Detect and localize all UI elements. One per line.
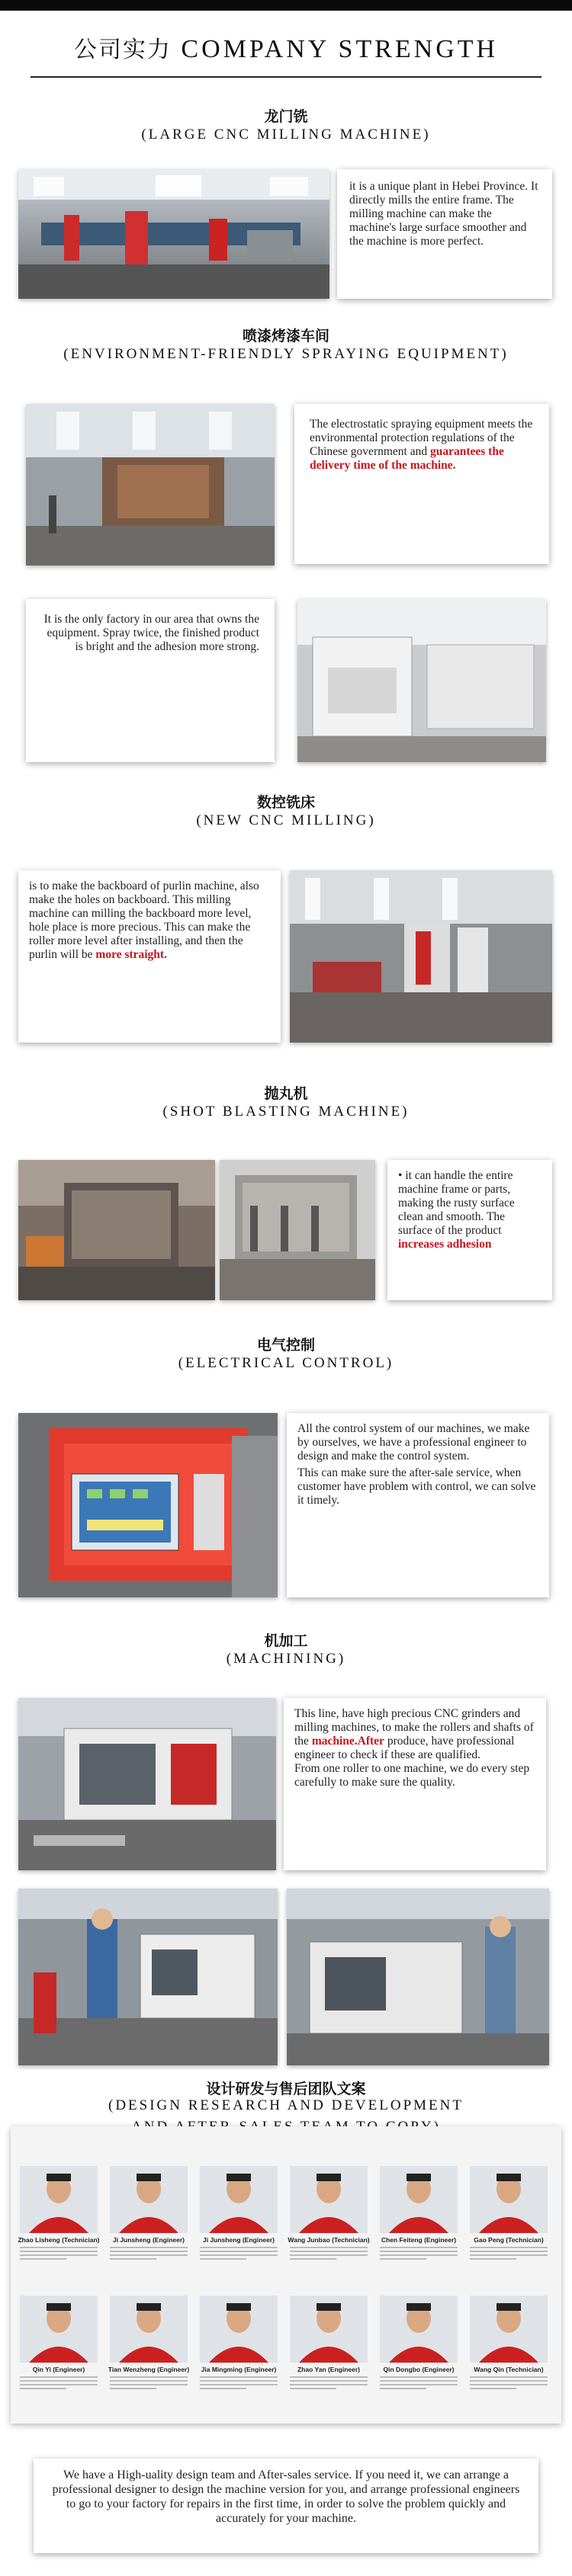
avatar (470, 2296, 548, 2363)
electrical-title-cn: 电气控制 (256, 1337, 315, 1354)
avatar (470, 2166, 548, 2233)
shot-bullet: • (398, 1169, 403, 1182)
team-member (197, 2296, 281, 2417)
member-name: Zhao Lisheng (Technician) (18, 2236, 100, 2244)
page-title-en: COMPANY STRENGTH (181, 35, 499, 63)
team-member (17, 2296, 101, 2417)
cnc-text-highlight: more straight. (95, 948, 167, 961)
machining-text-highlight: machine.After (311, 1735, 384, 1748)
cnc-photo (290, 870, 552, 1043)
team-panel (11, 2126, 561, 2424)
member-name: Jia Mingming (Engineer) (201, 2366, 277, 2373)
portrait-image (470, 2296, 548, 2363)
spraying-text-1: The electrostatic spraying equipment meets the environmental protection regulations of the Chinese government and (310, 418, 533, 458)
header-rule (31, 76, 541, 78)
member-name: Ji Junsheng (Engineer) (203, 2236, 275, 2244)
milling-title-cn: 龙门铣 (264, 108, 308, 125)
page-title (0, 30, 572, 64)
cnc-grinder-image (18, 1698, 276, 1870)
machining-photo-1 (18, 1698, 276, 1870)
team-title-cn: 设计研发与售后团队文案 (206, 2081, 366, 2097)
member-description (110, 2247, 188, 2264)
cnc-title-cn: 数控铣床 (256, 794, 315, 811)
team-title-en-1: (DESIGN RESEARCH AND DEVELOPMENT (108, 2097, 464, 2113)
shot-title-en: (SHOT BLASTING MACHINE) (162, 1104, 410, 1120)
cnc-text: is to make the backboard of purlin machine, also make the holes on backboard. This milling machine can milling the backboard more level, hole place is more precious. This can make the roller more level after installing, and then the purlin will be (29, 879, 259, 961)
avatar (110, 2296, 188, 2363)
machining-worker-image-2 (287, 1889, 549, 2065)
portrait-image (380, 2166, 458, 2233)
machining-text-1: This line, have high precious CNC grinders and milling machines, to make the rollers and shafts of the (294, 1707, 534, 1748)
member-description (290, 2247, 368, 2264)
header-bar (0, 0, 572, 11)
member-name: Wang Qin (Technician) (474, 2366, 544, 2373)
team-member (17, 2166, 101, 2288)
machining-title-en: (MACHINING) (226, 1651, 346, 1667)
shot-text-highlight: increases adhesion (398, 1238, 492, 1251)
avatar (200, 2166, 278, 2233)
avatar (200, 2296, 278, 2363)
member-description (470, 2376, 548, 2393)
machining-text-2: produce, have professional engineer to check if these are qualified. (294, 1735, 515, 1761)
member-name: Zhao Yan (Engineer) (297, 2366, 361, 2373)
member-description (110, 2376, 188, 2393)
member-description (380, 2247, 458, 2264)
portrait-image (20, 2166, 98, 2233)
avatar (290, 2296, 368, 2363)
portrait-image (200, 2296, 278, 2363)
electrical-text-2: This can make sure the after-sale service, when customer have problem with control, we can solve it timely. (297, 1466, 536, 1507)
machining-title-cn: 机加工 (264, 1632, 308, 1649)
team-member (287, 2296, 371, 2417)
member-description (290, 2376, 368, 2393)
team-member (107, 2296, 191, 2417)
milling-title-en: (LARGE CNC MILLING MACHINE) (141, 127, 431, 143)
portrait-image (20, 2296, 98, 2363)
machining-photo-2 (18, 1889, 278, 2065)
electrical-photo (18, 1413, 278, 1597)
member-description (20, 2376, 98, 2393)
spraying-text-2: It is the only factory in our area that owns the equipment. Spray twice, the finished product is bright and the adhesion more strong. (43, 613, 259, 653)
member-name: Chen Feiteng (Engineer) (381, 2236, 457, 2244)
cnc-milling-image (290, 870, 552, 1043)
member-name: Tian Wenzheng (Engineer) (108, 2366, 190, 2373)
team-member (467, 2296, 551, 2417)
portrait-image (110, 2166, 188, 2233)
after-sales-text-card (34, 2459, 538, 2553)
shot-text-card (387, 1160, 552, 1300)
avatar (380, 2166, 458, 2233)
portrait-image (110, 2296, 188, 2363)
after-sales-text: We have a High-uality design team and After-sales service. If you need it, we can arrange a professional designer to design the machine version for you, and arrange professional engineers to go to your factory for repairs in the first time, in order to solve the problem quickly and accurately for your machine. (52, 2469, 520, 2525)
electrical-control-image (18, 1413, 278, 1597)
electrical-title-en: (ELECTRICAL CONTROL) (178, 1355, 394, 1371)
cnc-text-card (18, 870, 281, 1043)
shot-blasting-image-1 (18, 1160, 215, 1300)
page-title-cn: 公司实力 (73, 37, 172, 63)
member-name: Ji Junsheng (Engineer) (113, 2236, 185, 2244)
member-name: Qin Dongbo (Engineer) (383, 2366, 455, 2373)
team-member (377, 2296, 461, 2417)
machining-worker-image-1 (18, 1889, 278, 2065)
team-member (287, 2166, 371, 2288)
spraying-title-cn: 喷漆烤漆车间 (242, 328, 329, 344)
avatar (110, 2166, 188, 2233)
electrical-text-1: All the control system of our machines, we make by ourselves, we have a professional engineer to design and make the control system. (297, 1422, 530, 1463)
shot-photo-2 (220, 1160, 375, 1300)
portrait-image (290, 2166, 368, 2233)
member-name: Qin Yi (Engineer) (32, 2366, 85, 2373)
machining-text-card (284, 1698, 546, 1870)
portrait-image (290, 2296, 368, 2363)
team-member (197, 2166, 281, 2288)
member-description (200, 2376, 278, 2393)
avatar (20, 2166, 98, 2233)
shot-text: it can handle the entire machine frame or parts, making the rusty surface clean and smooth. The surface of the product (398, 1169, 515, 1237)
member-description (380, 2376, 458, 2393)
machining-photo-3 (287, 1889, 549, 2065)
member-name: Gao Peng (Technician) (474, 2236, 544, 2244)
spraying-text-1-highlight: guarantees the delivery time of the machine. (310, 445, 504, 472)
milling-text: it is a unique plant in Hebei Province. It directly mills the entire frame. The milling machine can make the machine's large surface smoother and the machine is more perfect. (349, 180, 538, 248)
machining-text-3: From one roller to one machine, we do every step carefully to make sure the quality. (294, 1762, 530, 1789)
spraying-photo-2 (297, 599, 546, 762)
member-description (20, 2247, 98, 2264)
spraying-title-en: (ENVIRONMENT-FRIENDLY SPRAYING EQUIPMENT) (63, 346, 509, 362)
shot-title-cn: 抛丸机 (264, 1085, 308, 1102)
portrait-image (380, 2296, 458, 2363)
avatar (290, 2166, 368, 2233)
team-member (107, 2166, 191, 2288)
cnc-title-en: (NEW CNC MILLING) (196, 812, 376, 828)
shot-photo-1 (18, 1160, 215, 1300)
spraying-text-card-2 (26, 599, 275, 762)
spraying-text-card-1 (294, 404, 549, 564)
spraying-photo-1 (26, 404, 275, 566)
milling-text-card (337, 169, 552, 299)
spray-booth-image (297, 599, 546, 762)
spraying-workshop-image (26, 404, 275, 566)
portrait-image (200, 2166, 278, 2233)
milling-machine-image (18, 169, 329, 299)
page-header (0, 0, 572, 107)
electrical-text-card (287, 1413, 549, 1597)
shot-blasting-image-2 (220, 1160, 375, 1300)
avatar (380, 2296, 458, 2363)
member-description (200, 2247, 278, 2264)
milling-machine-photo (18, 169, 329, 299)
team-member (377, 2166, 461, 2288)
member-description (470, 2247, 548, 2264)
avatar (20, 2296, 98, 2363)
member-name: Wang Junbao (Technician) (288, 2236, 370, 2244)
team-member (467, 2166, 551, 2288)
portrait-image (470, 2166, 548, 2233)
